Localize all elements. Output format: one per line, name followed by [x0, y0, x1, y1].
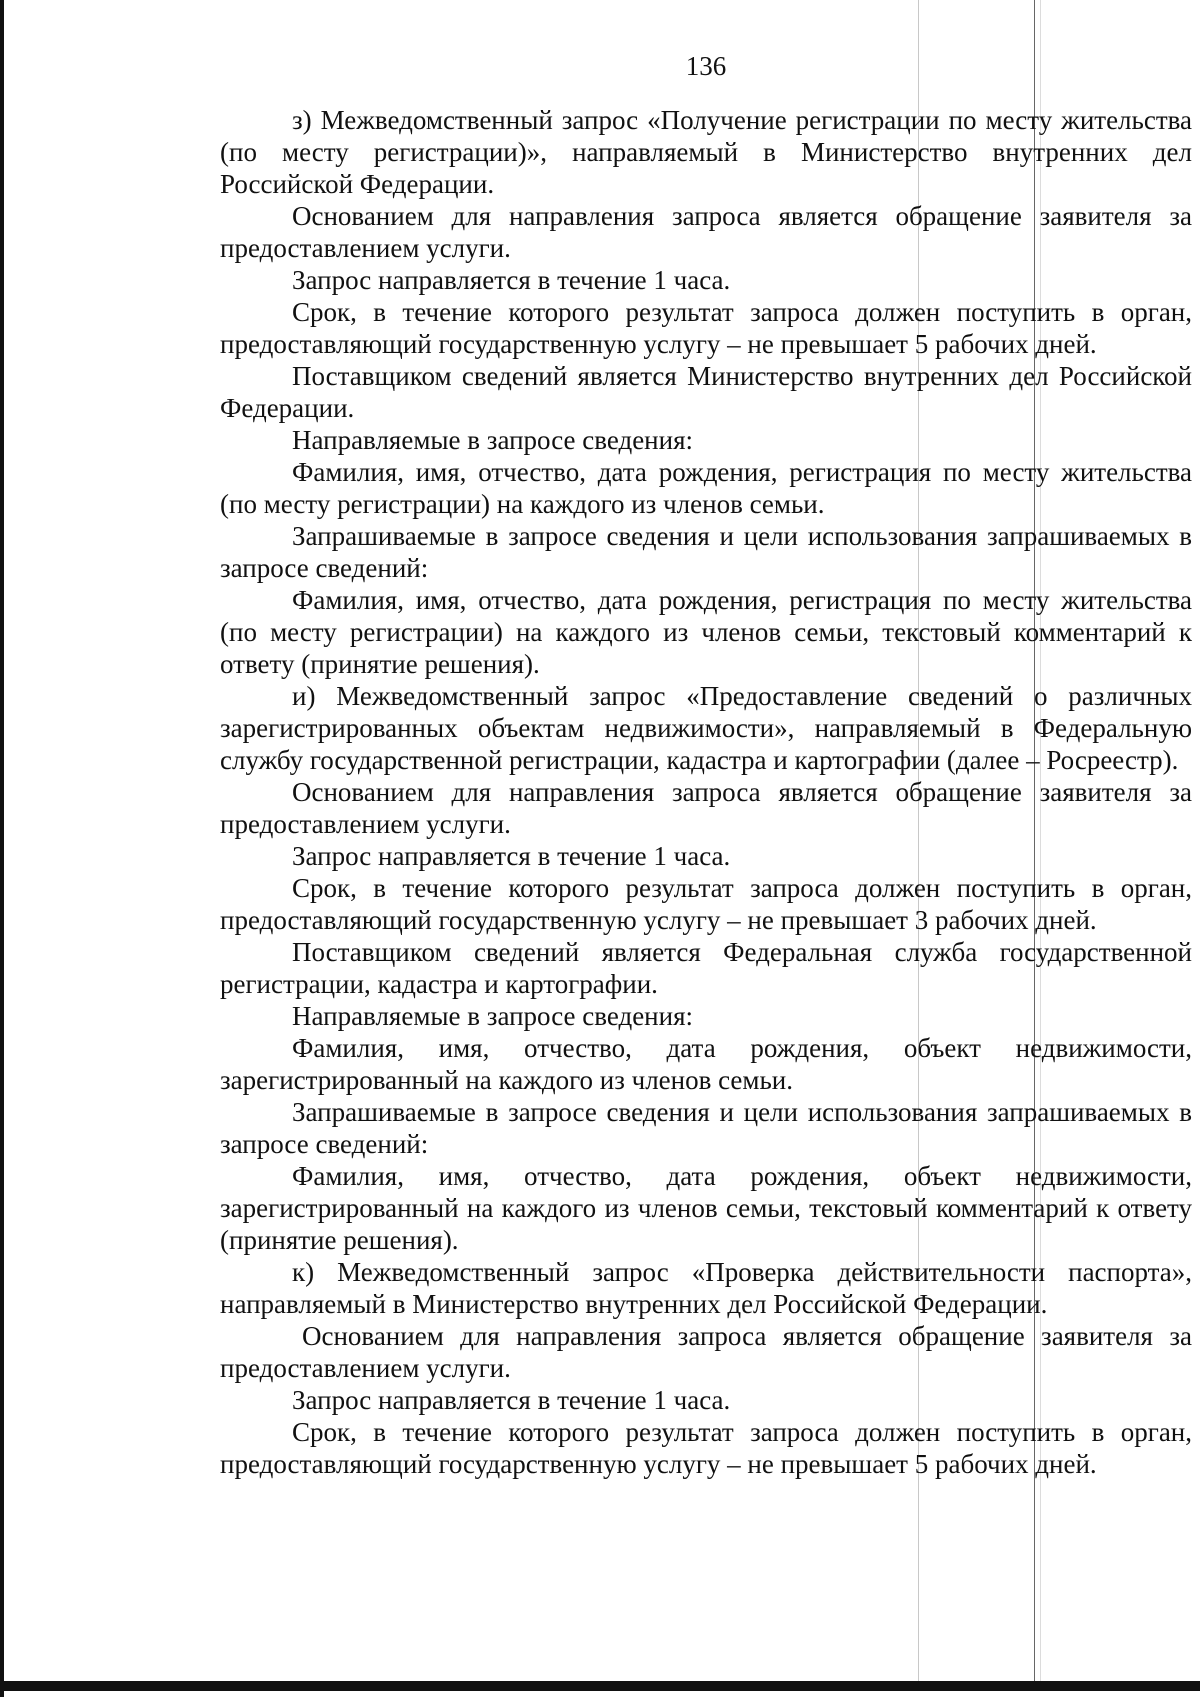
paragraph-z-sent-data: Фамилия, имя, отчество, дата рождения, регистрация по месту жительства (по месту регистрации) на каждого из членов семьи.	[220, 457, 1192, 519]
paragraph-k-timing: Запрос направляется в течение 1 часа.	[292, 1385, 731, 1415]
paragraph-i-sent-data: Фамилия, имя, отчество, дата рождения, объект недвижимости, зарегистрированный на каждого из членов семьи.	[220, 1033, 1192, 1095]
page-bottom-border	[0, 1681, 1200, 1691]
paragraph-z-sent-heading: Направляемые в запросе сведения:	[292, 425, 693, 455]
paragraph-i-sent-heading: Направляемые в запросе сведения:	[292, 1001, 693, 1031]
paragraph-z-requested-data: Фамилия, имя, отчество, дата рождения, регистрация по месту жительства (по месту регистрации) на каждого из членов семьи, текстовый комментарий к ответу (принятие решения).	[220, 585, 1192, 679]
paragraph-k-deadline: Срок, в течение которого результат запроса должен поступить в орган, предоставляющий государственную услугу – не превышает 5 рабочих дней.	[220, 1417, 1192, 1479]
paragraph-i-requested-data: Фамилия, имя, отчество, дата рождения, объект недвижимости, зарегистрированный на каждого из членов семьи, текстовый комментарий к ответу (принятие решения).	[220, 1161, 1192, 1255]
paragraph-i-supplier: Поставщиком сведений является Федеральная служба государственной регистрации, кадастра и картографии.	[220, 937, 1192, 999]
paragraph-z-basis: Основанием для направления запроса является обращение заявителя за предоставлением услуги.	[220, 201, 1192, 263]
paragraph-i-title: и) Межведомственный запрос «Предоставление сведений о различных зарегистрированных объектам недвижимости», направляемый в Федеральную службу государственной регистрации, кадастра и картографии (далее – Росреестр).	[220, 681, 1192, 775]
paragraph-i-basis: Основанием для направления запроса является обращение заявителя за предоставлением услуги.	[220, 777, 1192, 839]
paragraph-i-timing: Запрос направляется в течение 1 часа.	[292, 841, 731, 871]
paragraph-k-basis: Основанием для направления запроса является обращение заявителя за предоставлением услуги.	[220, 1321, 1192, 1383]
paragraph-z-requested-heading: Запрашиваемые в запросе сведения и цели использования запрашиваемых в запросе сведений:	[220, 521, 1192, 583]
paragraph-z-deadline: Срок, в течение которого результат запроса должен поступить в орган, предоставляющий государственную услугу – не превышает 5 рабочих дней.	[220, 297, 1192, 359]
paragraph-z-title: з) Межведомственный запрос «Получение регистрации по месту жительства (по месту регистрации)», направляемый в Министерство внутренних дел Российской Федерации.	[220, 105, 1192, 199]
document-page	[220, 50, 1192, 1480]
paragraph-z-timing: Запрос направляется в течение 1 часа.	[292, 265, 731, 295]
paragraph-i-requested-heading: Запрашиваемые в запросе сведения и цели использования запрашиваемых в запросе сведений:	[220, 1097, 1192, 1159]
page-number: 136	[685, 51, 727, 81]
paragraph-k-title: к) Межведомственный запрос «Проверка действительности паспорта», направляемый в Министерство внутренних дел Российской Федерации.	[220, 1257, 1192, 1319]
page-left-border	[0, 0, 4, 1697]
paragraph-i-deadline: Срок, в течение которого результат запроса должен поступить в орган, предоставляющий государственную услугу – не превышает 3 рабочих дней.	[220, 873, 1192, 935]
paragraph-z-supplier: Поставщиком сведений является Министерство внутренних дел Российской Федерации.	[220, 361, 1192, 423]
